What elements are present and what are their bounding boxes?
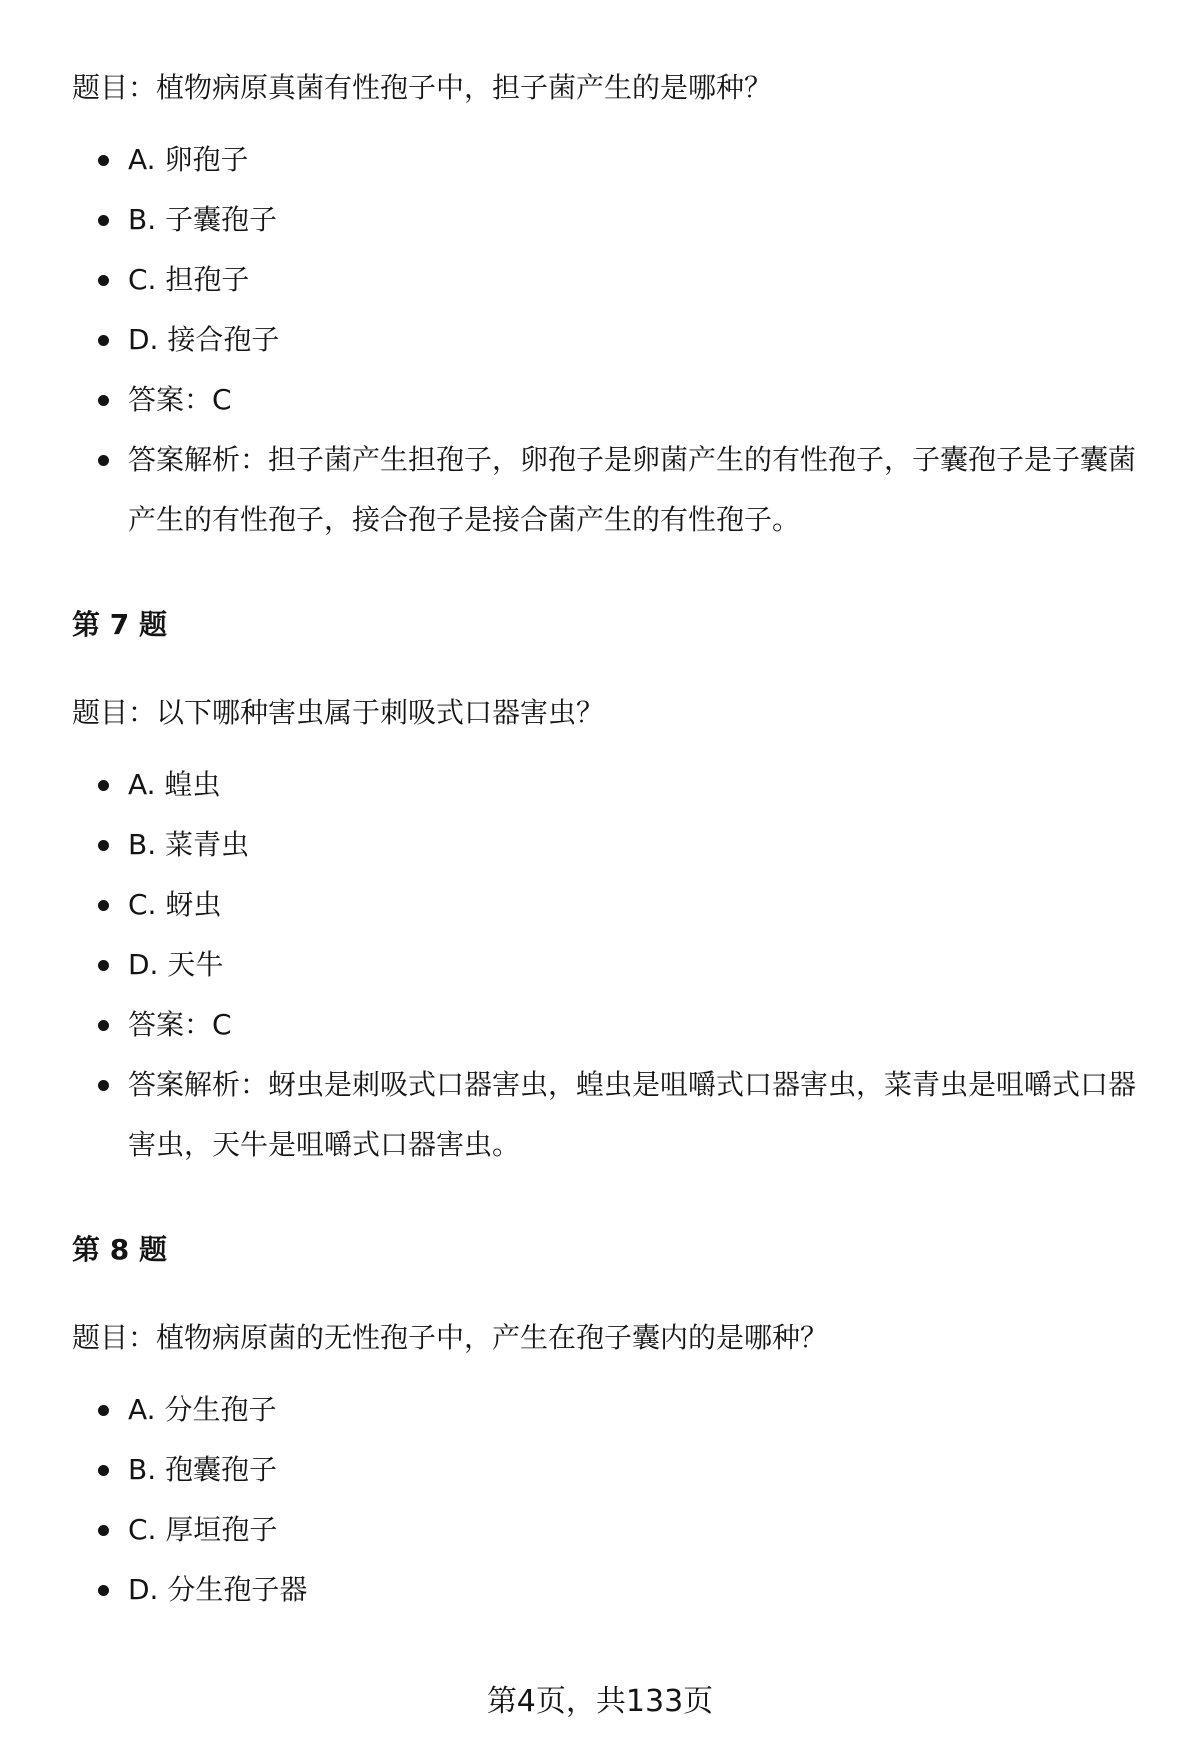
list-item: D. 分生孢子器 [72,1560,1142,1620]
bullet-icon [98,215,109,226]
question-7-options [72,755,1142,1175]
bullet-icon [98,1405,109,1416]
list-item: D. 天牛 [72,935,1142,995]
question-7-heading: 第 7 题 [72,608,167,641]
bullet-icon [98,1585,109,1596]
list-item: A. 分生孢子 [72,1380,1142,1440]
answer-line: 答案：C [72,370,1142,430]
bullet-icon [98,900,109,911]
bullet-icon [98,335,109,346]
list-item: C. 蚜虫 [72,875,1142,935]
question-8-heading: 第 8 题 [72,1233,167,1266]
answer-line: 答案：C [72,995,1142,1055]
bullet-icon [98,155,109,166]
bullet-icon [98,395,109,406]
bullet-icon [98,780,109,791]
list-item: C. 厚垣孢子 [72,1500,1142,1560]
list-item: A. 蝗虫 [72,755,1142,815]
list-item: B. 菜青虫 [72,815,1142,875]
explanation-line: 答案解析：蚜虫是刺吸式口器害虫，蝗虫是咀嚼式口器害虫，菜青虫是咀嚼式口器害虫，天牛是咀嚼式口器害虫。 [72,1055,1142,1175]
list-item: D. 接合孢子 [72,310,1142,370]
question-6-text: 题目：植物病原真菌有性孢子中，担子菌产生的是哪种？ [72,71,773,104]
bullet-icon [98,1080,109,1091]
bullet-icon [98,275,109,286]
explanation-line: 答案解析：担子菌产生担孢子，卵孢子是卵菌产生的有性孢子，子囊孢子是子囊菌产生的有性孢子，接合孢子是接合菌产生的有性孢子。 [72,430,1142,550]
list-item: C. 担孢子 [72,250,1142,310]
bullet-icon [98,1525,109,1536]
bullet-icon [98,1020,109,1031]
bullet-icon [98,1465,109,1476]
list-item: B. 子囊孢子 [72,190,1142,250]
bullet-icon [98,960,109,971]
question-7-text: 题目：以下哪种害虫属于刺吸式口器害虫？ [72,696,605,729]
question-8-options [72,1380,1142,1620]
list-item: A. 卵孢子 [72,130,1142,190]
bullet-icon [98,455,109,466]
page-footer: 第4页，共133页 [486,1684,714,1719]
list-item: B. 孢囊孢子 [72,1440,1142,1500]
question-6-options [72,130,1142,550]
question-8-text: 题目：植物病原菌的无性孢子中，产生在孢子囊内的是哪种？ [72,1321,829,1354]
bullet-icon [98,840,109,851]
